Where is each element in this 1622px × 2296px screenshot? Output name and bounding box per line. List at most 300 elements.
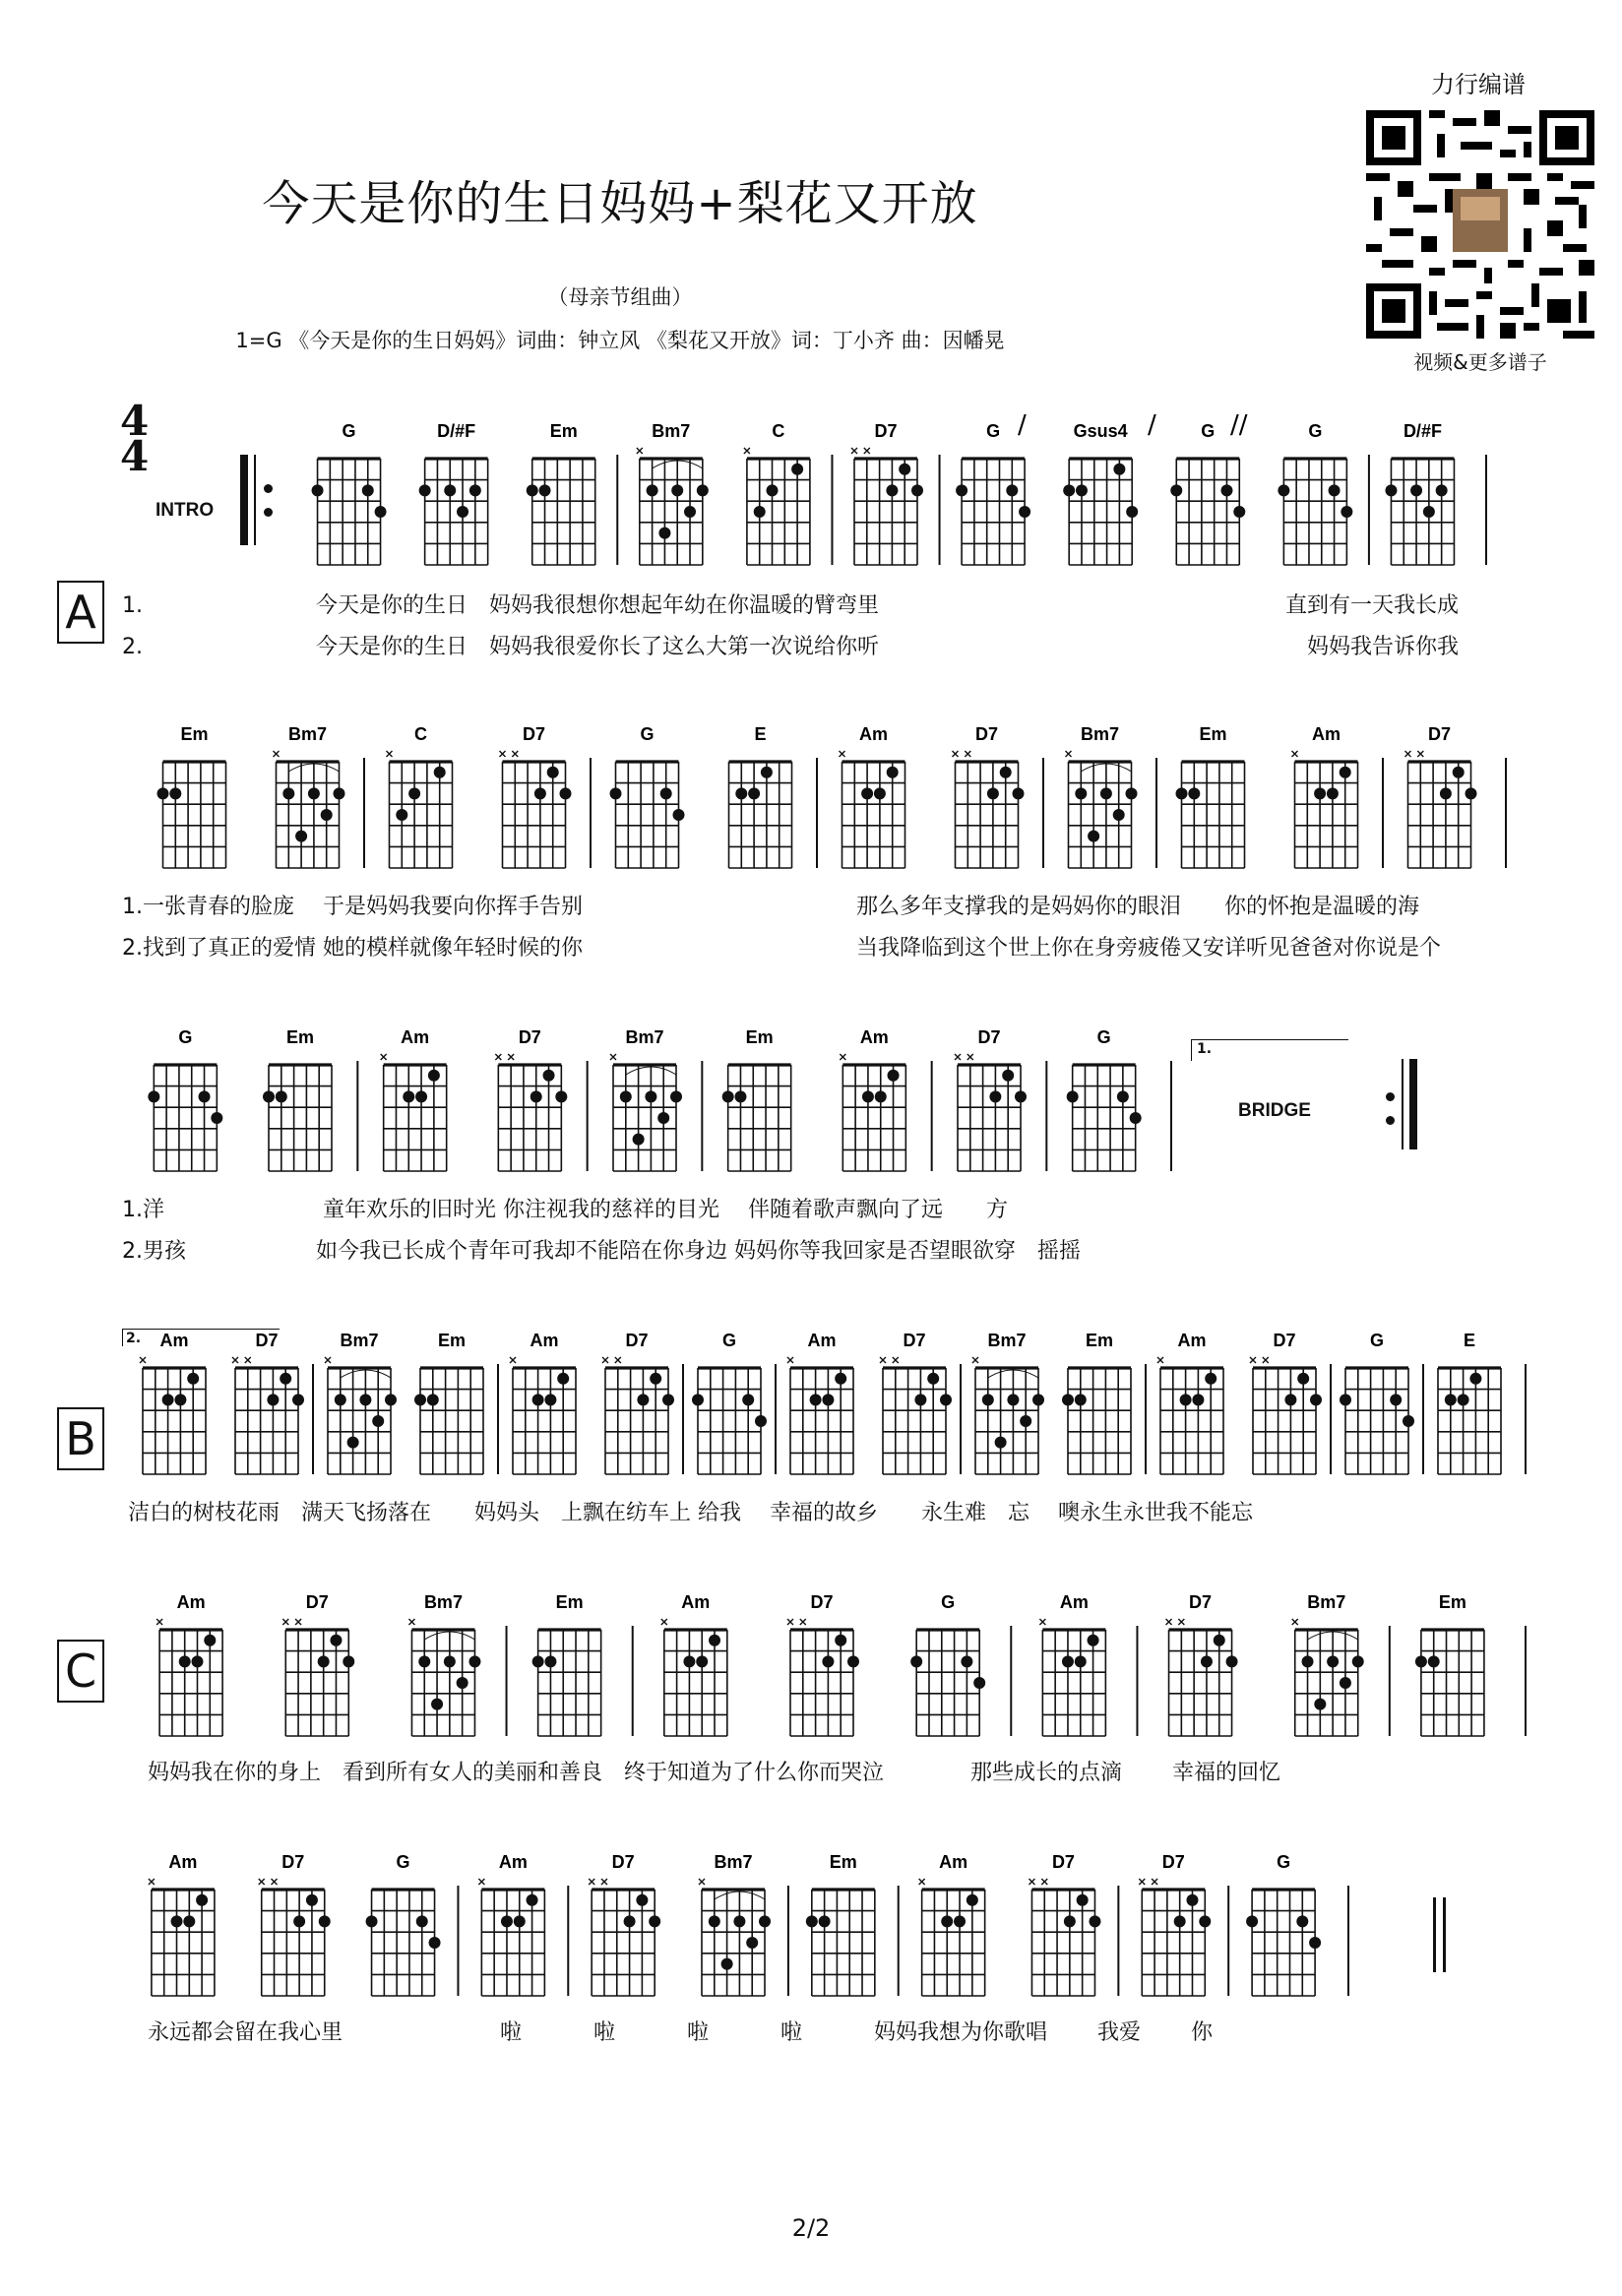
chord-name: Bm7 — [987, 1331, 1027, 1350]
finger-dot — [1403, 1415, 1414, 1427]
chord-name: Am — [1059, 1592, 1089, 1612]
finger-dot — [1007, 1394, 1019, 1405]
chord-diagram — [1166, 1592, 1238, 1736]
finger-dot — [429, 1937, 441, 1949]
chord-name: D7 — [611, 1852, 635, 1872]
finger-dot — [696, 1655, 708, 1667]
mute-mark — [272, 1879, 278, 1885]
chord-name: Em — [437, 1331, 467, 1350]
finger-dot — [692, 1394, 704, 1405]
finger-dot — [810, 1394, 822, 1405]
finger-dot — [649, 1915, 660, 1927]
mute-mark — [661, 1619, 667, 1625]
chord-diagram — [787, 1331, 853, 1474]
finger-dot — [1327, 787, 1339, 799]
finger-dot — [204, 1635, 216, 1646]
chord-name: G — [986, 421, 1001, 441]
chord-name: G — [178, 1027, 193, 1047]
finger-dot — [887, 767, 899, 778]
finger-dot — [416, 1915, 428, 1927]
chord-name: D7 — [903, 1331, 926, 1350]
chord-name: D7 — [305, 1592, 329, 1612]
finger-dot — [292, 1394, 304, 1405]
finger-dot — [1340, 1677, 1351, 1689]
chord-name: Em — [285, 1027, 315, 1047]
chord-name: D7 — [874, 421, 898, 441]
chord-name: G — [1369, 1331, 1385, 1350]
chord-diagram — [1438, 1331, 1501, 1474]
finger-dot — [514, 1915, 526, 1927]
finger-dot — [1390, 1394, 1402, 1405]
finger-dot — [334, 787, 345, 799]
chord-diagram — [1157, 1331, 1223, 1474]
mute-mark — [800, 1619, 806, 1625]
chord-name: D/#F — [437, 421, 476, 441]
chord-name: G — [721, 1331, 737, 1350]
chord-name: Bm7 — [714, 1852, 753, 1872]
chord-diagram — [148, 1027, 222, 1171]
chord-row-intro — [0, 413, 1622, 571]
chord-diagram — [729, 724, 792, 868]
chord-name: Am — [681, 1592, 711, 1612]
chord-diagram — [840, 724, 905, 868]
finger-dot — [1220, 484, 1232, 496]
lyric-line: 当我降临到这个世上你在身旁疲倦又安详听见爸爸对你说是个 — [856, 936, 1442, 961]
finger-dot — [532, 1655, 544, 1667]
finger-dot — [1006, 484, 1018, 496]
finger-dot — [735, 787, 747, 799]
finger-dot — [1063, 484, 1075, 496]
chord-name: Em — [745, 1027, 774, 1047]
finger-dot — [806, 1915, 818, 1927]
chord-name: D7 — [518, 1027, 541, 1047]
mute-mark — [955, 1054, 961, 1060]
finger-dot — [174, 1394, 186, 1405]
finger-dot — [1340, 767, 1351, 778]
finger-dot — [941, 1915, 953, 1927]
qr-code — [1366, 110, 1594, 339]
chord-name: Em — [180, 724, 209, 744]
chord-diagram — [510, 1331, 576, 1474]
finger-dot — [343, 1655, 354, 1667]
finger-dot — [610, 787, 622, 799]
chord-name: Em — [555, 1592, 584, 1612]
mute-mark — [245, 1357, 251, 1363]
lyric-line: 啦 啦 啦 啦 妈妈我想为你歌唱 我爱 你 — [500, 2020, 1213, 2045]
finger-dot — [1176, 787, 1188, 799]
finger-dot — [1126, 787, 1138, 799]
finger-dot — [662, 1394, 674, 1405]
finger-dot — [624, 1915, 636, 1927]
finger-dot — [1314, 787, 1326, 799]
chord-name: D7 — [625, 1331, 649, 1350]
mute-mark — [787, 1357, 793, 1363]
chord-name: Bm7 — [1080, 724, 1120, 744]
finger-dot — [469, 484, 481, 496]
finger-dot — [673, 809, 685, 821]
finger-dot — [671, 484, 683, 496]
chord-diagram — [787, 1592, 859, 1736]
mute-mark — [1263, 1357, 1269, 1363]
chord-diagram — [387, 724, 453, 868]
finger-dot — [543, 1070, 555, 1082]
finger-dot — [927, 1373, 939, 1385]
finger-dot — [759, 1915, 771, 1927]
finger-dot — [1076, 484, 1088, 496]
volta-1-label: 1. — [1197, 1041, 1213, 1057]
chord-diagram — [699, 1852, 771, 1996]
finger-dot — [427, 1394, 439, 1405]
mute-mark — [601, 1879, 607, 1885]
credits: 1=G 《今天是你的生日妈妈》词曲：钟立风 《梨花又开放》词：丁小齐 曲：因幡晃 — [235, 329, 1005, 352]
finger-dot — [444, 1655, 456, 1667]
finger-dot — [532, 1394, 544, 1405]
finger-dot — [282, 787, 294, 799]
finger-dot — [910, 1655, 922, 1667]
mute-mark — [232, 1357, 238, 1363]
finger-dot — [1088, 1635, 1099, 1646]
finger-dot — [835, 1373, 846, 1385]
finger-dot — [501, 1915, 513, 1927]
finger-dot — [199, 1090, 211, 1102]
section-marker-a: A — [57, 581, 104, 644]
lyric-line: 1.一张青春的脸庞 于是妈妈我要向你挥手告别 — [122, 895, 583, 919]
finger-dot — [822, 1655, 834, 1667]
finger-dot — [761, 767, 773, 778]
chord-name: D7 — [977, 1027, 1001, 1047]
chord-name: D7 — [281, 1852, 305, 1872]
finger-dot — [191, 1655, 203, 1667]
mute-mark — [140, 1357, 146, 1363]
finger-dot — [171, 1915, 183, 1927]
finger-dot — [179, 1655, 191, 1667]
finger-dot — [295, 831, 307, 842]
finger-dot — [1310, 1394, 1322, 1405]
mute-mark — [637, 448, 643, 454]
mute-mark — [512, 751, 518, 757]
chord-diagram — [880, 1331, 952, 1474]
finger-dot — [647, 484, 658, 496]
chord-diagram — [744, 421, 810, 565]
finger-dot — [527, 484, 538, 496]
lyric-line: 直到有一天我长成 — [1285, 593, 1460, 618]
chord-diagram — [972, 1331, 1044, 1474]
chord-diagram — [263, 1027, 332, 1171]
finger-dot — [1214, 1635, 1225, 1646]
chord-diagram — [259, 1852, 331, 1996]
chord-diagram — [851, 421, 923, 565]
mute-mark — [274, 751, 280, 757]
mute-mark — [864, 448, 870, 454]
chord-diagram — [500, 724, 572, 868]
finger-dot — [162, 1394, 174, 1405]
chord-name: Em — [1085, 1331, 1114, 1350]
finger-dot — [734, 1090, 746, 1102]
chord-diagram — [478, 1852, 544, 1996]
finger-dot — [1077, 1894, 1089, 1906]
chord-row-c — [0, 1584, 1622, 1742]
chord-diagram — [1063, 421, 1138, 565]
finger-dot — [457, 506, 468, 518]
chord-diagram — [1039, 1592, 1105, 1736]
mute-mark — [325, 1357, 331, 1363]
finger-dot — [555, 1090, 567, 1102]
chord-name: Gsus4 — [1073, 421, 1128, 441]
chord-row-c2 — [0, 1844, 1622, 2002]
page-number: 2/2 — [791, 2214, 831, 2242]
mute-mark — [699, 1879, 705, 1885]
chord-diagram — [1139, 1852, 1211, 1996]
mute-mark — [495, 1054, 501, 1060]
finger-dot — [1309, 1937, 1321, 1949]
finger-dot — [187, 1373, 199, 1385]
mute-mark — [282, 1619, 288, 1625]
chord-name: D7 — [255, 1331, 279, 1350]
chord-diagram — [1062, 1331, 1131, 1474]
chord-diagram — [910, 1592, 985, 1736]
mute-mark — [787, 1619, 793, 1625]
mute-mark — [851, 448, 857, 454]
finger-dot — [1032, 1394, 1044, 1405]
chord-diagram — [325, 1331, 397, 1474]
finger-dot — [911, 484, 923, 496]
finger-dot — [940, 1394, 952, 1405]
chord-name: G — [396, 1852, 410, 1872]
finger-dot — [375, 506, 387, 518]
finger-dot — [1113, 809, 1125, 821]
chord-name: G — [1277, 1852, 1291, 1872]
chord-name: D7 — [810, 1592, 834, 1612]
finger-dot — [527, 1894, 538, 1906]
chord-diagram — [1029, 1852, 1100, 1996]
finger-dot — [1130, 1112, 1142, 1124]
finger-dot — [539, 484, 551, 496]
mute-mark — [1157, 1357, 1163, 1363]
chord-name: Am — [401, 1027, 430, 1047]
mute-mark — [967, 1054, 973, 1060]
finger-dot — [280, 1373, 291, 1385]
finger-dot — [408, 787, 420, 799]
chord-diagram — [157, 724, 226, 868]
finger-dot — [418, 1655, 430, 1667]
mute-mark — [1039, 1619, 1045, 1625]
finger-dot — [1113, 464, 1125, 475]
finger-dot — [1088, 831, 1099, 842]
finger-dot — [1019, 506, 1030, 518]
chord-row-a2 — [0, 716, 1622, 874]
finger-dot — [157, 787, 169, 799]
finger-dot — [419, 484, 431, 496]
finger-dot — [263, 1090, 275, 1102]
finger-dot — [1246, 1915, 1258, 1927]
finger-dot — [645, 1090, 656, 1102]
finger-dot — [961, 1655, 972, 1667]
lyric-line: 永远都会留在我心里 — [148, 2020, 343, 2045]
chord-diagram — [722, 1027, 791, 1171]
mute-mark — [589, 1879, 594, 1885]
finger-dot — [657, 1112, 669, 1124]
finger-dot — [954, 1915, 966, 1927]
finger-dot — [733, 1915, 745, 1927]
chord-diagram — [366, 1852, 441, 1996]
finger-dot — [1015, 1090, 1027, 1102]
finger-dot — [1226, 1655, 1238, 1667]
chord-name: Am — [858, 724, 889, 744]
finger-dot — [1089, 1915, 1100, 1927]
finger-dot — [544, 1655, 556, 1667]
finger-dot — [1013, 787, 1025, 799]
chord-name: D/#F — [1403, 421, 1442, 441]
finger-dot — [544, 1394, 556, 1405]
finger-dot — [862, 1090, 874, 1102]
finger-dot — [1186, 1894, 1198, 1906]
chord-diagram — [532, 1592, 601, 1736]
finger-dot — [633, 1134, 645, 1146]
finger-dot — [312, 484, 324, 496]
chord-name: Am — [939, 1852, 968, 1872]
chord-diagram — [414, 1331, 483, 1474]
finger-dot — [318, 1655, 330, 1667]
chord-row-a3 — [0, 1020, 1622, 1177]
chord-diagram — [149, 1852, 215, 1996]
chord-diagram — [610, 1027, 682, 1171]
finger-dot — [791, 464, 803, 475]
chord-name: D7 — [1273, 1331, 1296, 1350]
finger-dot — [468, 1655, 480, 1667]
finger-dot — [1296, 1915, 1308, 1927]
chord-name: Bm7 — [1307, 1592, 1346, 1612]
finger-dot — [1440, 787, 1452, 799]
finger-dot — [183, 1915, 195, 1927]
chord-name: Am — [807, 1331, 837, 1350]
finger-dot — [293, 1915, 305, 1927]
mute-mark — [880, 1357, 886, 1363]
finger-dot — [886, 484, 898, 496]
chord-name: Em — [1199, 724, 1227, 744]
chord-name: E — [1463, 1331, 1476, 1350]
finger-dot — [1352, 1655, 1364, 1667]
finger-dot — [347, 1437, 359, 1449]
finger-dot — [1100, 787, 1112, 799]
finger-dot — [560, 787, 572, 799]
chord-name: Em — [1438, 1592, 1466, 1612]
finger-dot — [1297, 1373, 1309, 1385]
chord-name: D7 — [1427, 724, 1452, 744]
chord-diagram — [419, 421, 488, 565]
finger-dot — [819, 1915, 831, 1927]
chord-name: Bm7 — [340, 1331, 379, 1350]
chord-diagram — [806, 1852, 875, 1996]
chord-diagram — [692, 1331, 767, 1474]
chord-diagram — [156, 1592, 222, 1736]
finger-dot — [835, 1635, 846, 1646]
finger-dot — [196, 1894, 208, 1906]
finger-dot — [1180, 1394, 1192, 1405]
finger-dot — [1423, 506, 1435, 518]
chord-diagram — [610, 724, 685, 868]
lyric-line: 妈妈我告诉你我 — [1307, 635, 1460, 659]
chord-name: Bm7 — [652, 421, 691, 441]
finger-dot — [709, 1635, 720, 1646]
strum-mark: / — [1018, 413, 1027, 440]
chord-diagram — [1250, 1331, 1322, 1474]
chord-diagram — [495, 1027, 567, 1171]
finger-dot — [1188, 787, 1200, 799]
finger-dot — [1067, 1090, 1079, 1102]
finger-dot — [1302, 1655, 1314, 1667]
chord-diagram — [1246, 1852, 1321, 1996]
finger-dot — [956, 484, 967, 496]
time-signature-top: 4 — [120, 397, 150, 445]
finger-dot — [372, 1415, 384, 1427]
chord-diagram — [1385, 421, 1454, 565]
mute-mark — [381, 1054, 387, 1060]
finger-dot — [1117, 1090, 1129, 1102]
finger-dot — [1453, 767, 1465, 778]
finger-dot — [1075, 787, 1087, 799]
finger-dot — [457, 1677, 468, 1689]
finger-dot — [1000, 767, 1012, 778]
chord-name: Bm7 — [423, 1592, 463, 1612]
finger-dot — [444, 484, 456, 496]
chord-diagram — [312, 421, 387, 565]
mute-mark — [953, 751, 959, 757]
finger-dot — [755, 1415, 767, 1427]
chord-diagram — [274, 724, 345, 868]
finger-dot — [683, 1655, 695, 1667]
mute-mark — [156, 1619, 162, 1625]
chord-diagram — [955, 1027, 1027, 1171]
finger-dot — [767, 484, 779, 496]
finger-dot — [148, 1090, 159, 1102]
chord-diagram — [282, 1592, 354, 1736]
finger-dot — [267, 1394, 279, 1405]
finger-dot — [650, 1373, 661, 1385]
finger-dot — [1170, 484, 1182, 496]
finger-dot — [1341, 506, 1352, 518]
finger-dot — [995, 1437, 1007, 1449]
finger-dot — [1284, 1394, 1296, 1405]
finger-dot — [973, 1677, 985, 1689]
lyric-line: 1. 今天是你的生日 妈妈我很想你想起年幼在你温暖的臂弯里 — [122, 593, 879, 618]
finger-dot — [428, 1070, 440, 1082]
chord-diagram — [1278, 421, 1352, 565]
finger-dot — [1340, 1394, 1351, 1405]
chord-name: C — [414, 724, 427, 744]
mute-mark — [408, 1619, 414, 1625]
finger-dot — [636, 1894, 648, 1906]
chord-name: D7 — [1051, 1852, 1075, 1872]
mute-mark — [840, 1054, 845, 1060]
editor-name: 力行编谱 — [1431, 71, 1526, 98]
finger-dot — [1415, 1655, 1427, 1667]
finger-dot — [847, 1655, 859, 1667]
lyric-line: 洁白的树枝花雨 满天飞扬落在 妈妈头 上飘在纺车上 给我 幸福的故乡 永生难 忘 噢永生永世我不能忘 — [128, 1501, 1253, 1525]
chord-name: G — [1201, 421, 1216, 441]
chord-name: Am — [159, 1331, 189, 1350]
finger-dot — [1466, 787, 1477, 799]
chord-diagram — [1292, 1592, 1364, 1736]
finger-dot — [306, 1894, 318, 1906]
chord-diagram — [589, 1852, 660, 1996]
mute-mark — [387, 751, 393, 757]
finger-dot — [1205, 1373, 1216, 1385]
finger-dot — [987, 787, 999, 799]
chord-name: Am — [168, 1852, 198, 1872]
chord-row-b — [0, 1323, 1622, 1480]
chord-diagram — [1176, 724, 1245, 868]
chord-diagram — [956, 421, 1030, 565]
